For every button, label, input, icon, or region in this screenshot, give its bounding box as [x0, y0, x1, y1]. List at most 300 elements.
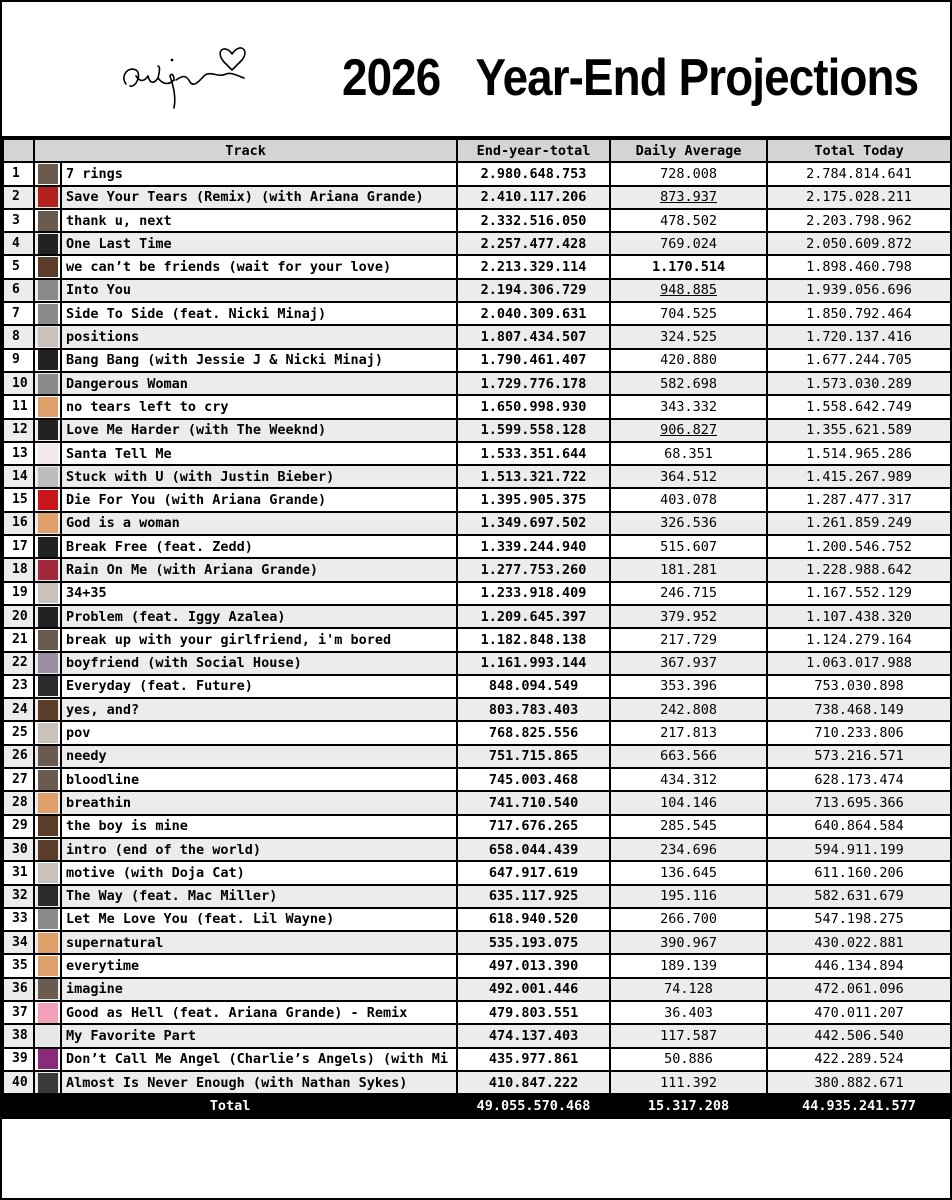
- daily-average-value: 136.645: [660, 864, 717, 881]
- daily-average-cell: [610, 512, 767, 535]
- rank-cell: 16: [3, 512, 34, 535]
- total-today-cell: 2.050.609.872: [767, 232, 951, 255]
- rank-cell: 3: [3, 209, 34, 232]
- daily-average-cell: [610, 186, 767, 209]
- daily-average-cell: [610, 255, 767, 278]
- total-today-cell: 470.011.207: [767, 1001, 951, 1024]
- daily-average-value: 266.700: [660, 911, 717, 928]
- end-year-total-cell: 1.599.558.128: [457, 419, 610, 442]
- album-cover-cell: [34, 791, 61, 814]
- album-cover-icon: [38, 746, 58, 766]
- album-cover-cell: [34, 442, 61, 465]
- album-cover-icon: [38, 653, 58, 673]
- daily-average-cell: [610, 279, 767, 302]
- track-header: Track: [34, 139, 457, 162]
- daily-average-value: 364.512: [660, 468, 717, 485]
- end-year-total-cell: 1.349.697.502: [457, 512, 610, 535]
- rank-cell: 27: [3, 768, 34, 791]
- daily-average-header: Daily Average: [610, 139, 767, 162]
- total-today-cell: 1.063.017.988: [767, 652, 951, 675]
- table-row: [3, 908, 951, 931]
- daily-average-value: 189.139: [660, 958, 717, 975]
- track-name: Into You: [61, 279, 457, 302]
- track-name: Good as Hell (feat. Ariana Grande) - Remix: [61, 1001, 457, 1024]
- daily-average-cell: [610, 209, 767, 232]
- daily-average-cell: [610, 162, 767, 185]
- album-cover-cell: [34, 255, 61, 278]
- track-name: Dangerous Woman: [61, 372, 457, 395]
- total-today-cell: 1.287.477.317: [767, 488, 951, 511]
- album-cover-cell: [34, 908, 61, 931]
- rank-cell: 32: [3, 885, 34, 908]
- signature-icon: [114, 36, 264, 112]
- track-name: bloodline: [61, 768, 457, 791]
- album-cover-cell: [34, 558, 61, 581]
- table-row: [3, 419, 951, 442]
- end-year-total-cell: 492.001.446: [457, 978, 610, 1001]
- total-today-cell: 442.506.540: [767, 1024, 951, 1047]
- table-row: [3, 395, 951, 418]
- end-year-total-cell: 535.193.075: [457, 931, 610, 954]
- end-year-total-cell: 1.209.645.397: [457, 605, 610, 628]
- daily-average-value: 379.952: [660, 608, 717, 625]
- table-row: [3, 442, 951, 465]
- header: [2, 2, 950, 138]
- title-text: Year-End Projections: [475, 49, 919, 107]
- total-today-cell: 547.198.275: [767, 908, 951, 931]
- album-cover-icon: [38, 560, 58, 580]
- album-cover-icon: [38, 444, 58, 464]
- album-cover-cell: [34, 209, 61, 232]
- total-today-cell: 430.022.881: [767, 931, 951, 954]
- album-cover-cell: [34, 302, 61, 325]
- album-cover-icon: [38, 327, 58, 347]
- end-year-total-cell: 803.783.403: [457, 698, 610, 721]
- album-cover-icon: [38, 886, 58, 906]
- total-today-cell: 380.882.671: [767, 1071, 951, 1094]
- album-cover-icon: [38, 1073, 58, 1093]
- daily-average-value: 74.128: [664, 981, 713, 998]
- daily-average-cell: [610, 791, 767, 814]
- album-cover-icon: [38, 933, 58, 953]
- album-cover-icon: [38, 863, 58, 883]
- end-year-total-cell: 658.044.439: [457, 838, 610, 861]
- total-today-cell: 1.415.267.989: [767, 465, 951, 488]
- daily-average-value: 873.937: [660, 189, 717, 206]
- album-cover-icon: [38, 583, 58, 603]
- daily-average-value: 403.078: [660, 492, 717, 509]
- projections-table: [2, 138, 952, 1119]
- daily-average-value: 343.332: [660, 398, 717, 415]
- album-cover-cell: [34, 885, 61, 908]
- album-cover-cell: [34, 954, 61, 977]
- daily-average-cell: [610, 1024, 767, 1047]
- total-today-cell: 1.167.552.129: [767, 582, 951, 605]
- rank-cell: 1: [3, 162, 34, 185]
- track-name: boyfriend (with Social House): [61, 652, 457, 675]
- page-title: [342, 48, 918, 108]
- end-year-total-cell: 2.194.306.729: [457, 279, 610, 302]
- end-year-total-cell: 2.410.117.206: [457, 186, 610, 209]
- album-cover-icon: [38, 420, 58, 440]
- daily-average-cell: [610, 465, 767, 488]
- table-row: [3, 372, 951, 395]
- track-name: My Favorite Part: [61, 1024, 457, 1047]
- end-year-total-cell: 2.213.329.114: [457, 255, 610, 278]
- table-row: [3, 582, 951, 605]
- album-cover-cell: [34, 349, 61, 372]
- album-cover-cell: [34, 582, 61, 605]
- track-name: Let Me Love You (feat. Lil Wayne): [61, 908, 457, 931]
- total-today-cell: 2.175.028.211: [767, 186, 951, 209]
- rank-cell: 2: [3, 186, 34, 209]
- table-header-row: [3, 139, 951, 162]
- total-today: 44.935.241.577: [767, 1094, 951, 1118]
- end-year-total-cell: 2.980.648.753: [457, 162, 610, 185]
- rank-cell: 20: [3, 605, 34, 628]
- total-today-cell: 2.784.814.641: [767, 162, 951, 185]
- track-name: Bang Bang (with Jessie J & Nicki Minaj): [61, 349, 457, 372]
- table-row: [3, 628, 951, 651]
- rank-cell: 6: [3, 279, 34, 302]
- table-row: [3, 302, 951, 325]
- daily-average-value: 181.281: [660, 561, 717, 578]
- end-year-total-cell: 848.094.549: [457, 675, 610, 698]
- table-row: [3, 558, 951, 581]
- table-row: [3, 978, 951, 1001]
- daily-average-cell: [610, 628, 767, 651]
- album-cover-cell: [34, 186, 61, 209]
- rank-cell: 26: [3, 745, 34, 768]
- end-year-total-cell: 1.182.848.138: [457, 628, 610, 651]
- total-today-cell: 1.558.642.749: [767, 395, 951, 418]
- total-today-cell: 1.939.056.696: [767, 279, 951, 302]
- daily-average-cell: [610, 721, 767, 744]
- album-cover-icon: [38, 979, 58, 999]
- end-year-total-cell: 1.395.905.375: [457, 488, 610, 511]
- album-cover-cell: [34, 488, 61, 511]
- album-cover-icon: [38, 607, 58, 627]
- end-year-total-cell: 635.117.925: [457, 885, 610, 908]
- album-cover-cell: [34, 815, 61, 838]
- rank-cell: 23: [3, 675, 34, 698]
- rank-cell: 29: [3, 815, 34, 838]
- track-name: pov: [61, 721, 457, 744]
- rank-cell: 14: [3, 465, 34, 488]
- table-row: [3, 1048, 951, 1071]
- rank-cell: 25: [3, 721, 34, 744]
- track-name: no tears left to cry: [61, 395, 457, 418]
- album-cover-icon: [38, 397, 58, 417]
- daily-average-cell: [610, 1071, 767, 1094]
- daily-average-value: 50.886: [664, 1051, 713, 1068]
- daily-average-value: 478.502: [660, 212, 717, 229]
- daily-average-cell: [610, 908, 767, 931]
- album-cover-cell: [34, 512, 61, 535]
- rank-cell: 31: [3, 861, 34, 884]
- track-name: we can’t be friends (wait for your love): [61, 255, 457, 278]
- total-today-cell: 1.228.988.642: [767, 558, 951, 581]
- album-cover-icon: [38, 630, 58, 650]
- daily-average-cell: [610, 395, 767, 418]
- album-cover-cell: [34, 372, 61, 395]
- rank-cell: 34: [3, 931, 34, 954]
- track-name: yes, and?: [61, 698, 457, 721]
- table-row: [3, 954, 951, 977]
- album-cover-icon: [38, 956, 58, 976]
- table-row: [3, 721, 951, 744]
- rank-cell: 21: [3, 628, 34, 651]
- table-body: [3, 162, 951, 1094]
- total-today-cell: 1.261.859.249: [767, 512, 951, 535]
- rank-cell: 15: [3, 488, 34, 511]
- track-name: needy: [61, 745, 457, 768]
- rank-cell: 39: [3, 1048, 34, 1071]
- daily-average-value: 234.696: [660, 841, 717, 858]
- end-year-total-cell: 1.650.998.930: [457, 395, 610, 418]
- daily-average-value: 1.170.514: [651, 259, 726, 276]
- track-name: Die For You (with Ariana Grande): [61, 488, 457, 511]
- album-cover-cell: [34, 162, 61, 185]
- table-row: [3, 1024, 951, 1047]
- table-row: [3, 931, 951, 954]
- album-cover-cell: [34, 675, 61, 698]
- track-name: God is a woman: [61, 512, 457, 535]
- track-name: positions: [61, 325, 457, 348]
- rank-cell: 36: [3, 978, 34, 1001]
- album-cover-cell: [34, 838, 61, 861]
- table-row: [3, 325, 951, 348]
- table-row: [3, 605, 951, 628]
- table-row: [3, 232, 951, 255]
- daily-average-value: 117.587: [660, 1027, 717, 1044]
- end-year-total-cell: 474.137.403: [457, 1024, 610, 1047]
- track-name: Stuck with U (with Justin Bieber): [61, 465, 457, 488]
- total-today-cell: 628.173.474: [767, 768, 951, 791]
- rank-cell: 12: [3, 419, 34, 442]
- album-cover-cell: [34, 465, 61, 488]
- track-name: Almost Is Never Enough (with Nathan Sykes): [61, 1071, 457, 1094]
- daily-average-value: 704.525: [660, 305, 717, 322]
- daily-average-cell: [610, 232, 767, 255]
- end-year-total-cell: 435.977.861: [457, 1048, 610, 1071]
- table-row: [3, 186, 951, 209]
- total-today-cell: 2.203.798.962: [767, 209, 951, 232]
- album-cover-icon: [38, 280, 58, 300]
- rank-cell: 4: [3, 232, 34, 255]
- album-cover-icon: [38, 164, 58, 184]
- rank-cell: 33: [3, 908, 34, 931]
- album-cover-cell: [34, 535, 61, 558]
- total-today-header: Total Today: [767, 139, 951, 162]
- total-row: [3, 1094, 951, 1118]
- daily-average-cell: [610, 861, 767, 884]
- track-name: thank u, next: [61, 209, 457, 232]
- track-name: breathin: [61, 791, 457, 814]
- track-name: motive (with Doja Cat): [61, 861, 457, 884]
- total-today-cell: 594.911.199: [767, 838, 951, 861]
- track-name: Love Me Harder (with The Weeknd): [61, 419, 457, 442]
- track-name: Problem (feat. Iggy Azalea): [61, 605, 457, 628]
- rank-cell: 22: [3, 652, 34, 675]
- daily-average-cell: [610, 488, 767, 511]
- album-cover-icon: [38, 257, 58, 277]
- album-cover-cell: [34, 745, 61, 768]
- track-name: imagine: [61, 978, 457, 1001]
- daily-average-cell: [610, 605, 767, 628]
- daily-average-cell: [610, 698, 767, 721]
- track-name: Side To Side (feat. Nicki Minaj): [61, 302, 457, 325]
- rank-cell: 37: [3, 1001, 34, 1024]
- album-cover-cell: [34, 768, 61, 791]
- rank-cell: 8: [3, 325, 34, 348]
- end-year-total-cell: 497.013.390: [457, 954, 610, 977]
- total-today-cell: 472.061.096: [767, 978, 951, 1001]
- table-row: [3, 1001, 951, 1024]
- rank-cell: 38: [3, 1024, 34, 1047]
- album-cover-icon: [38, 187, 58, 207]
- daily-average-value: 285.545: [660, 818, 717, 835]
- album-cover-icon: [38, 1003, 58, 1023]
- album-cover-cell: [34, 279, 61, 302]
- daily-average-value: 195.116: [660, 888, 717, 905]
- table-row: [3, 349, 951, 372]
- table-row: [3, 255, 951, 278]
- album-cover-cell: [34, 978, 61, 1001]
- album-cover-cell: [34, 721, 61, 744]
- end-year-total-cell: 1.277.753.260: [457, 558, 610, 581]
- album-cover-icon: [38, 676, 58, 696]
- track-name: everytime: [61, 954, 457, 977]
- rank-cell: 11: [3, 395, 34, 418]
- track-name: 7 rings: [61, 162, 457, 185]
- rank-cell: 19: [3, 582, 34, 605]
- album-cover-icon: [38, 1026, 58, 1046]
- daily-average-value: 390.967: [660, 934, 717, 951]
- daily-average-value: 769.024: [660, 235, 717, 252]
- table-row: [3, 652, 951, 675]
- album-cover-cell: [34, 325, 61, 348]
- daily-average-cell: [610, 652, 767, 675]
- end-year-total-cell: 1.533.351.644: [457, 442, 610, 465]
- album-cover-cell: [34, 1001, 61, 1024]
- table-row: [3, 162, 951, 185]
- rank-cell: 40: [3, 1071, 34, 1094]
- table-row: [3, 488, 951, 511]
- album-cover-icon: [38, 770, 58, 790]
- table-row: [3, 815, 951, 838]
- table-row: [3, 1071, 951, 1094]
- daily-average-value: 36.403: [664, 1004, 713, 1021]
- album-cover-cell: [34, 861, 61, 884]
- total-today-cell: 738.468.149: [767, 698, 951, 721]
- end-year-total-cell: 2.040.309.631: [457, 302, 610, 325]
- daily-average-cell: [610, 372, 767, 395]
- daily-average-value: 326.536: [660, 515, 717, 532]
- total-end-year: 49.055.570.468: [457, 1094, 610, 1118]
- daily-average-value: 111.392: [660, 1074, 717, 1091]
- rank-cell: 17: [3, 535, 34, 558]
- total-daily-average: 15.317.208: [610, 1094, 767, 1118]
- end-year-total-cell: 2.332.516.050: [457, 209, 610, 232]
- total-today-cell: 422.289.524: [767, 1048, 951, 1071]
- track-name: Everyday (feat. Future): [61, 675, 457, 698]
- album-cover-icon: [38, 374, 58, 394]
- daily-average-cell: [610, 1048, 767, 1071]
- daily-average-value: 582.698: [660, 375, 717, 392]
- daily-average-cell: [610, 978, 767, 1001]
- rank-cell: 9: [3, 349, 34, 372]
- daily-average-cell: [610, 1001, 767, 1024]
- daily-average-cell: [610, 675, 767, 698]
- daily-average-cell: [610, 931, 767, 954]
- album-cover-cell: [34, 698, 61, 721]
- total-today-cell: 1.573.030.289: [767, 372, 951, 395]
- track-name: Break Free (feat. Zedd): [61, 535, 457, 558]
- daily-average-value: 68.351: [664, 445, 713, 462]
- daily-average-value: 906.827: [660, 422, 717, 439]
- track-name: the boy is mine: [61, 815, 457, 838]
- daily-average-cell: [610, 442, 767, 465]
- album-cover-icon: [38, 211, 58, 231]
- daily-average-cell: [610, 582, 767, 605]
- album-cover-icon: [38, 490, 58, 510]
- track-name: Don’t Call Me Angel (Charlie’s Angels) (with Mi: [61, 1048, 457, 1071]
- daily-average-cell: [610, 885, 767, 908]
- table-row: [3, 885, 951, 908]
- table-row: [3, 675, 951, 698]
- table-row: [3, 791, 951, 814]
- daily-average-value: 217.729: [660, 631, 717, 648]
- album-cover-cell: [34, 931, 61, 954]
- album-cover-icon: [38, 700, 58, 720]
- daily-average-value: 217.813: [660, 725, 717, 742]
- total-today-cell: 611.160.206: [767, 861, 951, 884]
- rank-cell: 35: [3, 954, 34, 977]
- daily-average-value: 246.715: [660, 585, 717, 602]
- rank-cell: 10: [3, 372, 34, 395]
- total-today-cell: 710.233.806: [767, 721, 951, 744]
- track-name: supernatural: [61, 931, 457, 954]
- daily-average-cell: [610, 325, 767, 348]
- end-year-total-cell: 1.790.461.407: [457, 349, 610, 372]
- daily-average-value: 515.607: [660, 538, 717, 555]
- track-name: break up with your girlfriend, i'm bored: [61, 628, 457, 651]
- daily-average-value: 367.937: [660, 655, 717, 672]
- end-year-total-cell: 768.825.556: [457, 721, 610, 744]
- daily-average-cell: [610, 302, 767, 325]
- daily-average-cell: [610, 535, 767, 558]
- end-year-total-cell: 1.339.244.940: [457, 535, 610, 558]
- end-year-total-cell: 647.917.619: [457, 861, 610, 884]
- rank-cell: 5: [3, 255, 34, 278]
- end-year-total-cell: 479.803.551: [457, 1001, 610, 1024]
- album-cover-icon: [38, 793, 58, 813]
- table-row: [3, 512, 951, 535]
- track-name: intro (end of the world): [61, 838, 457, 861]
- track-name: Rain On Me (with Ariana Grande): [61, 558, 457, 581]
- daily-average-value: 242.808: [660, 701, 717, 718]
- total-today-cell: 446.134.894: [767, 954, 951, 977]
- total-today-cell: 582.631.679: [767, 885, 951, 908]
- total-today-cell: 1.107.438.320: [767, 605, 951, 628]
- album-cover-cell: [34, 395, 61, 418]
- daily-average-cell: [610, 954, 767, 977]
- end-year-total-cell: 741.710.540: [457, 791, 610, 814]
- album-cover-icon: [38, 537, 58, 557]
- album-cover-icon: [38, 350, 58, 370]
- total-today-cell: 1.200.546.752: [767, 535, 951, 558]
